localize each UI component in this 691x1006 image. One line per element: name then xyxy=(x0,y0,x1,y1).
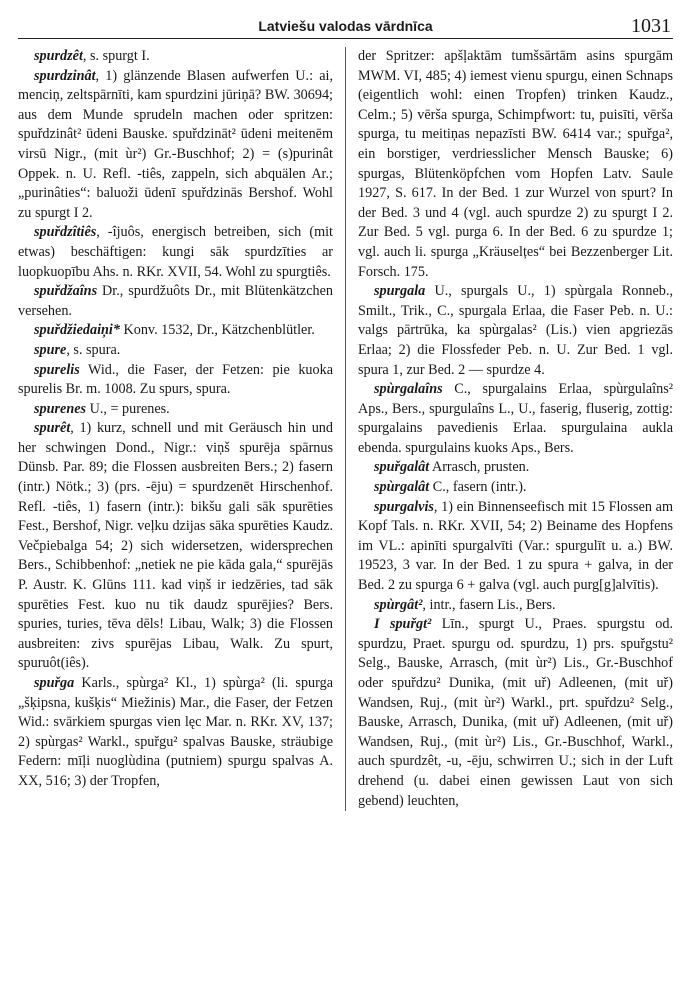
entry-headword: spuřdzîtiês xyxy=(34,224,97,241)
entry-headword: I spuřgt² xyxy=(374,616,432,633)
entry-text: , -îjuôs, energisch betreiben, sich (mit etwas) beschäftigen: kungi sāk spurdzīties ar luopkuopību Ahs. n. RKr. XVII, 54. Wohl zu spurgtiês. xyxy=(18,224,333,280)
dictionary-entry xyxy=(358,380,673,458)
entry-text: U., = purenes. xyxy=(86,400,170,417)
entry-headword: spurgalvis xyxy=(374,498,434,515)
entry-text: Konv. 1532, Dr., Kätzchenblütler. xyxy=(119,322,315,339)
entry-text: Karls., spùrga² Kl., 1) spùrga² (li. spurga „šķipsna, kušķis“ Miežinis) Mar., die Faser, der Fetzen Wid.: svārkiem spurgas vien lęc Mar. n. RKr. XV, 137; 2) spùrgas² Warkl., spuřgu² spalvas Bauske, sträubige Federn: mīļi nuoglùdina (putniem) spurgu spalvas A. XX, 516; 3) der Tropfen, xyxy=(18,675,333,789)
entry-text: , 1) ein Binnenseefisch mit 15 Flossen am Kopf Tals. n. RKr. XVII, 54; 2) Beiname des Hopfens im VL.: apinīti spurgalvīti (Var.: spurgulīt u. a.) BW. 19523, 3 var. In der Bed. 1 zu spura + galva, in der Bed. 2 zu spurga 6 + galva (vgl. auch purg[g]alvītis). xyxy=(358,498,673,594)
entry-headword: spuřdžaîns xyxy=(34,283,98,300)
entry-headword: spurgala xyxy=(374,283,426,300)
page-title: Latviešu valodas vārdnīca xyxy=(258,18,433,34)
entry-text: , intr., fasern Lis., Bers. xyxy=(422,596,556,613)
entry-headword: spùrgalaîns xyxy=(374,381,443,398)
left-column xyxy=(18,47,346,811)
dictionary-entry xyxy=(358,458,673,478)
entry-headword: spurelis xyxy=(34,361,80,378)
dictionary-entry xyxy=(18,419,333,674)
entry-text: U., spurgals U., 1) spùrgala Ronneb., Smilt., Trik., C., spurgala Erlaa, die Faser Peb. n. U.: valgs pārtrūka, ka spùrgalas² (Lis.) vien apgriezās Erlaa; 2) die Flossfeder Peb. n. U. Zur Bed. 1 vgl. spura 1, zur Bed. 2 — spurdze 4. xyxy=(358,283,673,378)
entry-headword: spurdzêt xyxy=(34,48,83,64)
dictionary-entry xyxy=(18,67,333,224)
entry-headword: spurdzinât xyxy=(34,67,96,84)
entry-headword: spuřgalât xyxy=(374,459,430,476)
dictionary-entry xyxy=(358,596,673,616)
page-number: 1031 xyxy=(631,15,671,37)
dictionary-entry xyxy=(18,282,333,321)
dictionary-entry xyxy=(358,478,673,498)
entry-text: , 1) kurz, schnell und mit Geräusch hin und her schwingen Dond., Nigr.: viņš spurēja spārnus Dünsb. Par. 89; die Flossen ausbreiten Bers.; 2) fasern (intr.) Nötk.; 3) (prs. -ēju) = spurdzenēt Hirschenhof. Refl. -tiês, 1) fasern (intr.): bikšu gali sāk spurēties Fest., Bershof, Nigr. veļku dzijas sāka spurēties Kaudz. Večpiebalga 54; 2) sich widersetzen, widersprechen Bers., Schibbenhof: „netiek ne pie kāda gala,“ spurējās P. Austr. K. Glūns 111. kad viņš ir iedzēries, tad sāk spurēties Fest. kuo nu tik daudz spurējies? Bers. spuries, turies, tēva dēls! Libau, Walk; 3) die Flossen ausbreiten: zivs spurējas Libau, Walk. Zu spurt, spuruôt(iês). xyxy=(18,420,333,672)
dictionary-entry xyxy=(358,498,673,596)
entry-headword: spuřga xyxy=(34,675,75,691)
entry-headword: spuřdžiedaiņi* xyxy=(34,322,120,339)
dictionary-entry xyxy=(18,321,333,341)
entry-headword: spurenes xyxy=(34,400,87,417)
entry-headword: spùrgalât xyxy=(374,479,430,496)
dictionary-entry xyxy=(18,47,333,67)
entry-text: Arrasch, prusten. xyxy=(429,459,530,476)
dictionary-entry xyxy=(18,223,333,282)
entry-headword: spurêt xyxy=(34,420,71,437)
page-header xyxy=(18,8,673,39)
entry-text: C., spurgalains Erlaa, spùrgulaîns² Aps., Bers., spurgulaîns L., U., faserig, fluserig, zottig: spurgalains pavedienis Erlaa. spurgulaina aukla ebenda. spurgulains kuoks Aps., Bers. xyxy=(358,381,673,456)
dictionary-entry xyxy=(18,400,333,420)
entry-text: , s. spura. xyxy=(66,341,121,358)
entry-text: , s. spurgt I. xyxy=(82,48,150,64)
entry-text: Līn., spurgt U., Praes. spurgstu od. spurdzu, Praet. spurgu od. spurdzu, 1) prs. spuřgstu² Selg., Bauske, Arrasch, (mit ùr²) Lis., Gr.-Buschhof oder spuřdzu² Dunika, (mit uř) Adleenen, (mit uř) Wandsen, Ruj., (mit ùr²) Warkl., prt. spuřdzu² Selg., Bauske, Arrasch, Dunika, (mit uř) Adleenen, (mit uř) Wandsen, Ruj., (mit ùr²) Lis., Gr.-Buschhof, Warkl., auch spurdzêt, -u, -ēju, schwirren U.; sich in der Luft drehend (u. dabei einen gewissen Laut von sich gebend) leuchten, xyxy=(358,616,673,809)
entry-headword: spùrgât² xyxy=(374,596,423,613)
entry-text: der Spritzer: apšļaktām tumšsārtām asins spurgām MWM. VI, 485; 4) iemest vienu spurgu, einen Schnaps (eigentlich wohl: einen Tropfen) trinken Kaudz., Celm.; 5) vērša spurga, Schimpfwort: tu, puisīti, vērša spurga, tu meitiņas nepazīsti BW. 6414 var.; spuřga², ein borstiger, verdriesslicher Mensch Bauske; 6) spurgas, Blütenköpfchen vom Hopfen Latv. Saule 1927, S. 617. In der Bed. 1 zur Wurzel von spurt? In der Bed. 3 und 4 (vgl. auch spurdze 2) zu spurgt I 2. Zur Bed. 5 vgl. purga 6. In der Bed. 6 zu spurdze 1; vgl. auch li. spurga „Kräuselțes“ bei Bezzenberger Lit. Forsch. 175. xyxy=(358,48,673,280)
entry-text: Dr., spurdžuôts Dr., mit Blütenkätzchen versehen. xyxy=(18,283,333,319)
dictionary-entry xyxy=(358,615,673,811)
entry-text: , 1) glänzende Blasen aufwerfen U.: ai, menciņ, zeltspārnīti, kam spurdzini jūriņā? BW. 30694; aus dem Munde sprudeln machen oder spritzen: spuřdzinât² ūdeni Bauske. spuřdzināt² ūdeni meitenēm virsū Nigr., (mit ùr²) Gr.-Buschhof; 2) = (s)purinât Oppek. n. U. Refl. -tiês, zappeln, sich abquälen Ar.; „purinâties“: baluoži ūdenī spuřdzinās Bershof. Wohl zu spurgt I 2. xyxy=(18,67,333,221)
entry-text: Wid., die Faser, der Fetzen: pie kuoka spurelis Br. m. 1008. Zu spurs, spura. xyxy=(18,361,333,398)
entry-headword: spure xyxy=(34,341,67,358)
right-column xyxy=(346,47,673,811)
columns xyxy=(18,47,673,811)
dictionary-entry xyxy=(18,674,333,792)
dictionary-entry xyxy=(18,361,333,400)
entry-text: C., fasern (intr.). xyxy=(429,479,527,496)
dictionary-entry xyxy=(358,282,673,380)
dictionary-entry xyxy=(358,47,673,282)
dictionary-entry xyxy=(18,341,333,361)
